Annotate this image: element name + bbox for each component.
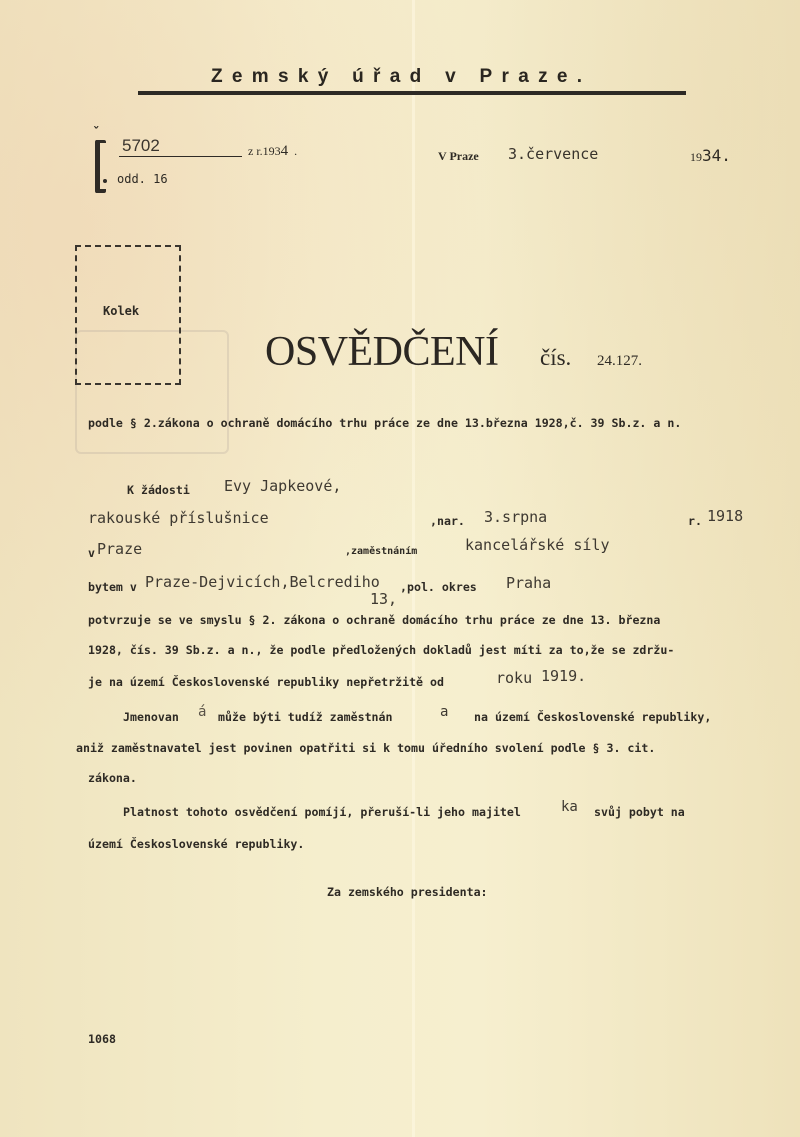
signature-line: Za zemského presidenta: <box>327 885 488 899</box>
office-heading: Zemský úřad v Praze. <box>211 66 592 87</box>
nationality: rakouské příslušnice <box>88 509 269 527</box>
birthplace: Praze <box>97 540 143 558</box>
revenue-stamp-label: Kolek <box>103 304 140 318</box>
paragraph1-line2: 1928, čís. 39 Sb.z. a n., že podle předložených dokladů jest míti za to,že se zdržu- <box>88 643 675 657</box>
district-label: ,pol. okres <box>400 580 477 594</box>
certificate-number: 24.127. <box>597 353 642 369</box>
paper-fold <box>412 0 415 1137</box>
caron-mark: ˇ <box>93 126 100 141</box>
reference-underline <box>119 156 242 157</box>
certificate-number-label: čís. <box>540 345 572 370</box>
applicant-name: Evy Japkeové, <box>224 477 342 495</box>
reference-bracket <box>95 140 106 193</box>
residence-number: 13, <box>370 590 398 608</box>
department: odd. 16 <box>117 172 168 186</box>
issue-year-suffix: 34 <box>702 146 722 165</box>
paragraph2-line2: aniž zaměstnavatel jest povinen opatřiti si k tomu úředního svolení podle § 3. cit. <box>76 741 656 755</box>
reference-dot: . <box>294 144 298 158</box>
place-label: V Praze <box>438 149 479 163</box>
paragraph2-line3: zákona. <box>88 771 137 785</box>
issue-year-prefix: 19 <box>690 150 702 164</box>
bracket-dot <box>103 179 107 183</box>
form-number: 1068 <box>88 1032 116 1046</box>
since-year: 1919. <box>541 667 587 685</box>
birth-year-label: r. <box>688 514 702 528</box>
heading-rule <box>138 91 686 95</box>
residence: Praze-Dejvicích,Belcrediho <box>145 573 380 591</box>
reference-year-suffix: 4 <box>280 143 289 159</box>
since-label: roku <box>496 669 533 687</box>
document-title: OSVĚDČENÍ <box>265 329 499 375</box>
residence-label: bytem v <box>88 580 137 594</box>
issue-year <box>690 146 731 165</box>
request-label: K žádosti <box>127 483 190 497</box>
paragraph3-end: svůj pobyt na <box>594 805 685 819</box>
reference-year <box>248 143 297 160</box>
birth-label: ,nar. <box>430 514 465 528</box>
birth-date: 3.srpna <box>484 508 548 526</box>
paragraph1-line1: potvrzuje se ve smyslu § 2. zákona o ochraně domácího trhu práce ze dne 13. března <box>88 613 661 627</box>
paragraph3-start: Platnost tohoto osvědčení pomíjí, přeruší-li jeho majitel <box>123 805 521 819</box>
paragraph2-ending: á <box>198 704 207 720</box>
paragraph2-end: na území Československé republiky, <box>474 710 712 724</box>
paragraph2-ending2: a <box>440 704 449 720</box>
paragraph2-start: Jmenovan <box>123 710 179 724</box>
district: Praha <box>506 574 552 592</box>
issue-date: 3.července <box>508 145 599 163</box>
legal-basis-line: podle § 2.zákona o ochraně domácího trhu práce ze dne 13.března 1928,č. 39 Sb.z. a n. <box>88 416 682 430</box>
reference-number: 5702 <box>122 136 160 155</box>
paragraph2-mid: může býti tudíž zaměstnán <box>218 710 393 724</box>
employment-label: ,zaměstnáním <box>345 546 418 557</box>
employment: kancelářské síly <box>465 536 610 554</box>
paragraph3-line2: území Československé republiky. <box>88 837 305 851</box>
paragraph1-line3: je na území Československé republiky nepřetržitě od <box>88 675 444 689</box>
issue-year-dot: . <box>721 146 731 165</box>
birth-year: 1918 <box>707 507 744 525</box>
birthplace-prefix: v <box>88 546 95 560</box>
paragraph3-ending: ka <box>561 799 578 815</box>
reference-year-prefix: z r.193 <box>248 144 281 158</box>
